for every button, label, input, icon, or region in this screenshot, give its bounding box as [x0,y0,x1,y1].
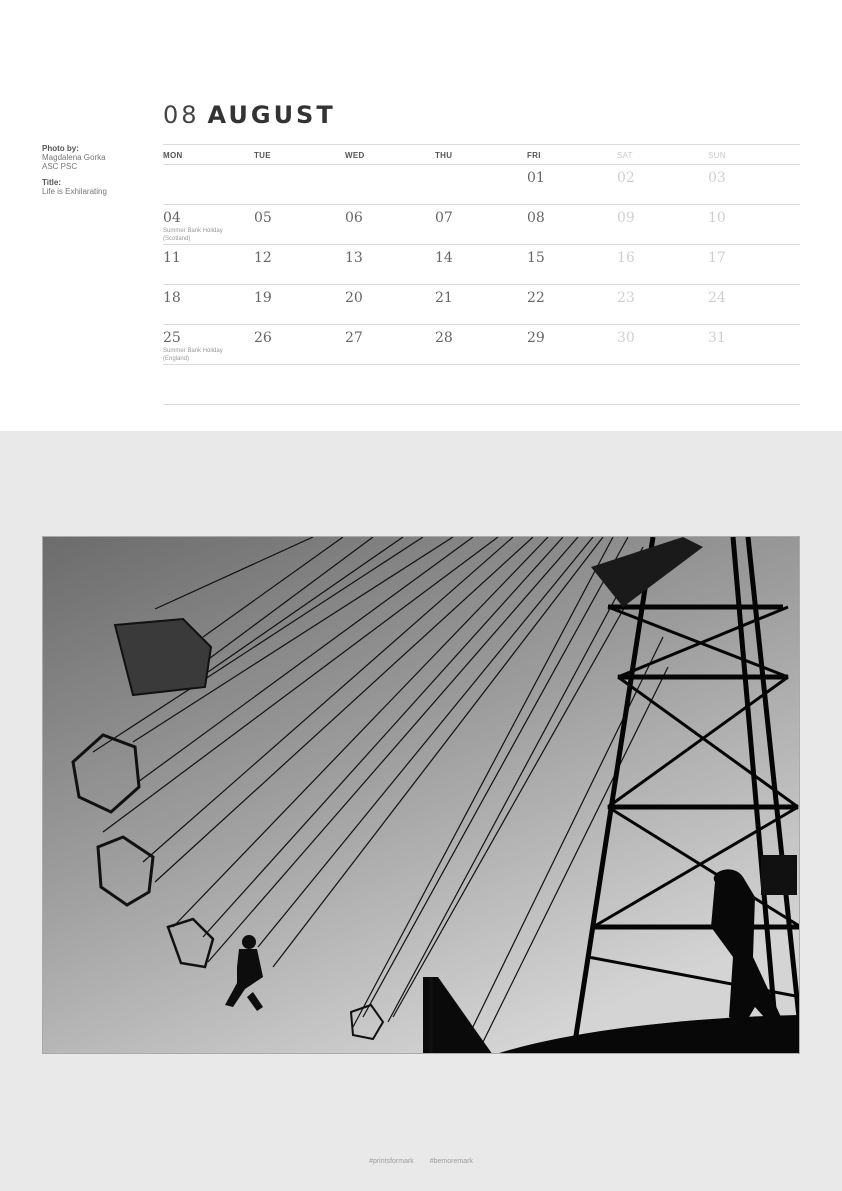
day-cell [527,170,545,186]
footer-hashtags [0,1158,842,1165]
week-row [163,365,800,405]
day-number: 01 [527,170,545,186]
swing-ride-photo [42,536,800,1054]
day-cell [345,330,363,346]
photo-title: Life is Exhilarating [42,187,107,196]
calendar-grid [163,144,800,405]
day-cell [163,330,223,363]
day-cell [708,250,726,266]
weekday-label-fri: FRI [527,151,541,160]
day-cell [435,210,453,226]
hashtag-bemoremark[interactable]: #bemoremark [429,1158,473,1165]
day-number: 22 [527,290,545,306]
day-number: 12 [254,250,272,266]
day-number: 02 [617,170,635,186]
week-row [163,285,800,325]
day-number: 29 [527,330,545,346]
weekday-label-mon: MON [163,151,183,160]
day-number: 20 [345,290,363,306]
day-number: 09 [617,210,635,226]
day-number: 30 [617,330,635,346]
calendar-body [163,165,800,405]
day-cell [345,250,363,266]
day-number: 16 [617,250,635,266]
photographer-affiliation: ASC PSC [42,162,78,171]
day-cell [435,330,453,346]
day-cell [617,330,635,346]
calendar-section [0,0,842,431]
day-cell [163,290,181,306]
photo-by-label: Photo by: [42,144,79,153]
day-cell [708,290,726,306]
day-cell [254,250,272,266]
day-number: 28 [435,330,453,346]
day-number: 26 [254,330,272,346]
day-cell [708,170,726,186]
day-number: 31 [708,330,726,346]
day-number: 05 [254,210,272,226]
day-number: 03 [708,170,726,186]
day-cell [435,250,453,266]
day-number: 15 [527,250,545,266]
day-number: 14 [435,250,453,266]
weekday-header-row [163,144,800,165]
day-cell [617,170,635,186]
day-cell [708,210,726,226]
weekday-label-wed: WED [345,151,365,160]
day-cell [527,330,545,346]
holiday-region: (Scotland) [163,236,191,242]
day-number: 24 [708,290,726,306]
month-heading [163,101,336,131]
weekday-label-thu: THU [435,151,453,160]
holiday-note: Summer Bank Holiday [163,348,223,354]
weekday-label-sat: SAT [617,151,633,160]
day-cell [163,210,223,243]
day-number: 23 [617,290,635,306]
month-number: 08 [163,101,200,129]
week-row [163,325,800,365]
photographer-name: Magdalena Gorka [42,153,106,162]
weekday-label-sun: SUN [708,151,726,160]
day-number: 07 [435,210,453,226]
day-cell [163,250,181,266]
week-row [163,165,800,205]
day-cell [617,290,635,306]
day-number: 06 [345,210,363,226]
day-number: 13 [345,250,363,266]
day-number: 04 [163,210,181,226]
day-number: 08 [527,210,545,226]
day-cell [345,210,363,226]
day-number: 21 [435,290,453,306]
day-cell [527,210,545,226]
hashtag-printsformark[interactable]: #printsformark [369,1158,414,1165]
day-cell [527,250,545,266]
photo-illustration [43,537,800,1054]
day-cell [345,290,363,306]
day-number: 17 [708,250,726,266]
holiday-note: Summer Bank Holiday [163,228,223,234]
day-number: 11 [163,250,181,266]
day-cell [708,330,726,346]
holiday-region: (England) [163,356,190,362]
week-row [163,205,800,245]
day-number: 25 [163,330,181,346]
photo-credit [42,144,107,196]
day-number: 19 [254,290,272,306]
day-cell [254,330,272,346]
day-cell [435,290,453,306]
day-cell [254,290,272,306]
day-number: 10 [708,210,726,226]
month-name: AUGUST [207,101,336,129]
day-cell [527,290,545,306]
weekday-label-tue: TUE [254,151,271,160]
title-label: Title: [42,178,61,187]
week-row [163,245,800,285]
day-cell [254,210,272,226]
day-cell [617,210,635,226]
day-cell [617,250,635,266]
day-number: 18 [163,290,181,306]
day-number: 27 [345,330,363,346]
